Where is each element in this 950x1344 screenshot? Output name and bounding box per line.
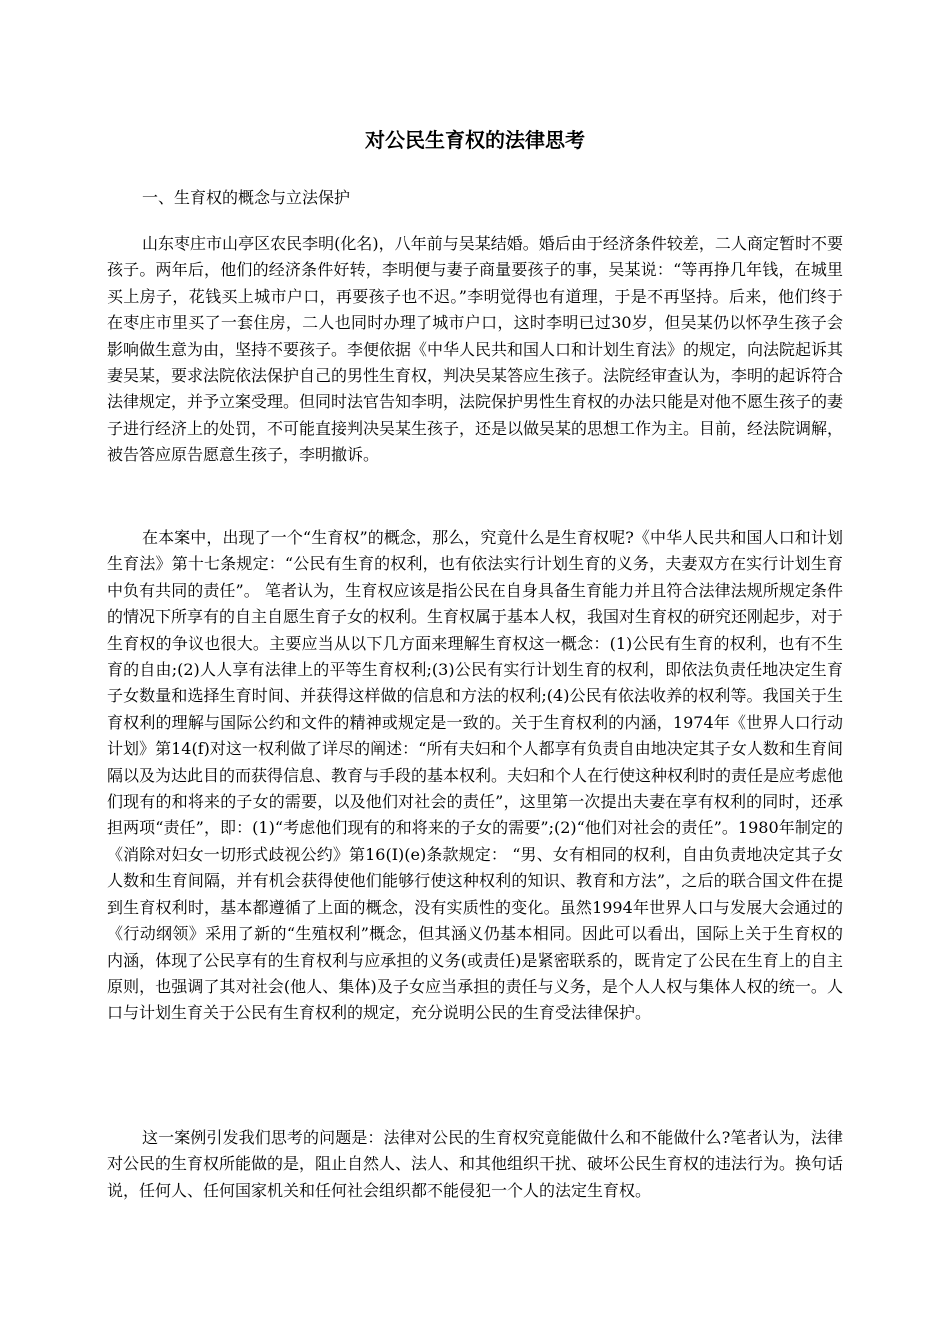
document-title: 对公民生育权的法律思考 bbox=[365, 128, 585, 152]
paragraph-legal-reflection: 这一案例引发我们思考的问题是：法律对公民的生育权究竟能做什么和不能做什么?笔者认为，法律对公民的生育权所能做的是，阻止自然人、法人、和其他组织干扰、破坏公民生育权的违法行为。换句话说，任何人、任何国家机关和任何社会组织都不能侵犯一个人的法定生育权。 bbox=[107, 1128, 844, 1200]
section-heading: 一、生育权的概念与立法保护 bbox=[142, 188, 351, 207]
paragraph-right-definition: 在本案中，出现了一个“生育权”的概念，那么，究竟什么是生育权呢?《中华人民共和国人口和计划生育法》第十七条规定：“公民有生育的权利，也有依法实行计划生育的义务，夫妻双方在实行计划生育中负有共同的责任”。 笔者认为，生育权应该是指公民在自身具备生育能力并且符合法律法规所规定条件的情况下所享有的自主自愿生育子女的权利。生育权属于基本人权，我国对生育权的研究还刚起步，对于生育权的争议也很大。主要应当从以下几方面来理解生育权这一概念：(1)公民有生育的权利，也有不生育的自由;(2)人人享有法律上的平等生育权利;(3)公民有实行计划生育的权利，即依法负责任地决定生育子女数量和选择生育时间、并获得这样做的信息和方法的权利;(4)公民有依法收养的权利等。我国关于生育权利的理解与国际公约和文件的精神或规定是一致的。关于生育权利的内涵，1974年《世界人口行动计划》第14(f)对这一权利做了详尽的阐述：“所有夫妇和个人都享有负责自由地决定其子女人数和生育间隔以及为达此目的而获得信息、教育与手段的基本权利。夫妇和个人在行使这种权利时的责任是应考虑他们现有的和将来的子女的需要，以及他们对社会的责任”，这里第一次提出夫妻在享有权利的同时，还承担两项“责任”，即：(1)“考虑他们现有的和将来的子女的需要”;(2)“他们对社会的责任”。1980年制定的《消除对妇女一切形式歧视公约》第16(I)(e)条款规定： “男、女有相同的权利，自由负责地决定其子女人数和生育间隔，并有机会获得使他们能够行使这种权利的知识、教育和方法”，之后的联合国文件在提到生育权利时，基本都遵循了上面的概念，没有实质性的变化。虽然1994年世界人口与发展大会通过的《行动纲领》采用了新的“生殖权利”概念，但其涵义仍基本相同。因此可以看出，国际上关于生育权的内涵，体现了公民享有的生育权利与应承担的义务(或责任)是紧密联系的，既肯定了公民在生育上的自主原则，也强调了其对社会(他人、集体)及子女应当承担的责任与义务，是个人人权与集体人权的统一。人口与计划生育关于公民有生育权利的规定，充分说明公民的生育受法律保护。 bbox=[107, 528, 844, 1023]
paragraph-case-description: 山东枣庄市山亭区农民李明(化名)，八年前与吴某结婚。婚后由于经济条件较差，二人商定暂时不要孩子。两年后，他们的经济条件好转，李明便与妻子商量要孩子的事，吴某说：“等再挣几年钱，在城里买上房子，花钱买上城市户口，再要孩子也不迟。”李明觉得也有道理，于是不再坚持。后来，他们终于在枣庄市里买了一套住房，二人也同时办理了城市户口，这时李明已过30岁，但吴某仍以怀孕生孩子会影响做生意为由，坚持不要孩子。李便依据《中华人民共和国人口和计划生育法》的规定，向法院起诉其妻吴某，要求法院依法保护自己的男性生育权，判决吴某答应生孩子。法院经审查认为，李明的起诉符合法律规定，并予立案受理。但同时法官告知李明，法院保护男性生育权的办法只能是对他不愿生孩子的妻子进行经济上的处罚，不可能直接判决吴某生孩子，还是以做吴某的思想工作为主。目前，经法院调解，被告答应原告愿意生孩子，李明撤诉。 bbox=[107, 234, 844, 465]
